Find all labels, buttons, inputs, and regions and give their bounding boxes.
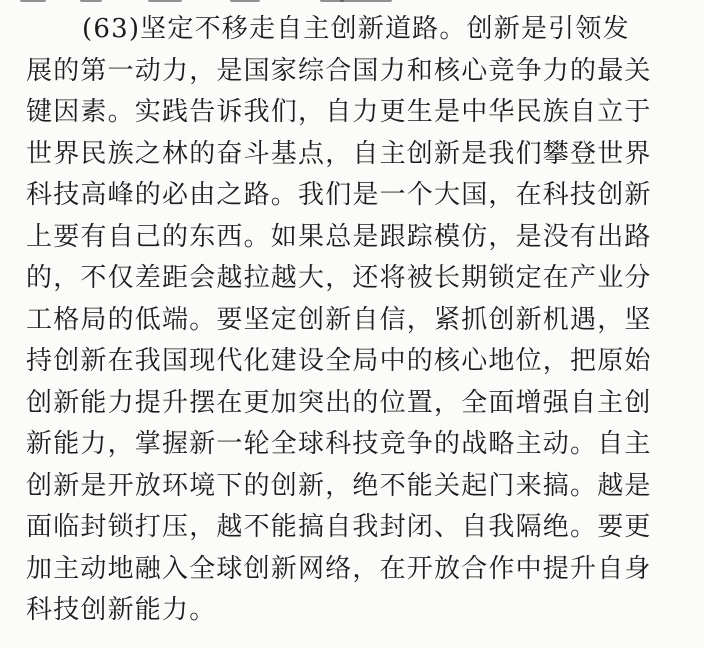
paragraph-line: 创新是开放环境下的创新，绝不能关起门来搞。越是 xyxy=(26,470,652,501)
text-fragment xyxy=(340,0,392,2)
paragraph-line: 上要有自己的东西。如果总是跟踪模仿，是没有出路 xyxy=(26,221,652,252)
text-fragment xyxy=(80,0,102,2)
text-fragment xyxy=(230,0,260,2)
paragraph-line: 加主动地融入全球创新网络，在开放合作中提升自身 xyxy=(26,553,652,584)
paragraph-line: 面临封锁打压，越不能搞自我封闭、自我隔绝。要更 xyxy=(26,512,652,542)
text-fragment xyxy=(148,0,182,2)
body-paragraph xyxy=(0,9,704,632)
paragraph-line: 键因素。实践告诉我们，自力更生是中华民族自立于 xyxy=(26,97,652,127)
paragraph-line: (63)坚定不移走自主创新道路。创新是引领发 xyxy=(82,14,630,44)
paragraph-line: 的，不仅差距会越拉越大，还将被长期锁定在产业分 xyxy=(26,263,652,293)
paragraph-line: 展的第一动力，是国家综合国力和核心竞争力的最关 xyxy=(26,55,652,86)
cropped-previous-line xyxy=(20,0,680,6)
paragraph-line: 科技高峰的必由之路。我们是一个大国，在科技创新 xyxy=(26,180,652,210)
text-fragment xyxy=(20,0,46,2)
paragraph-line: 创新能力提升摆在更加突出的位置，全面增强自主创 xyxy=(26,387,652,418)
paragraph-line: 世界民族之林的奋斗基点，自主创新是我们攀登世界 xyxy=(26,138,652,169)
paragraph-line: 持创新在我国现代化建设全局中的核心地位，把原始 xyxy=(26,346,652,376)
paragraph-line: 工格局的低端。要坚定创新自信，紧抓创新机遇，坚 xyxy=(26,304,652,335)
paragraph-line: 科技创新能力。 xyxy=(26,595,217,625)
paragraph-line: 新能力，掌握新一轮全球科技竞争的战略主动。自主 xyxy=(26,429,652,459)
